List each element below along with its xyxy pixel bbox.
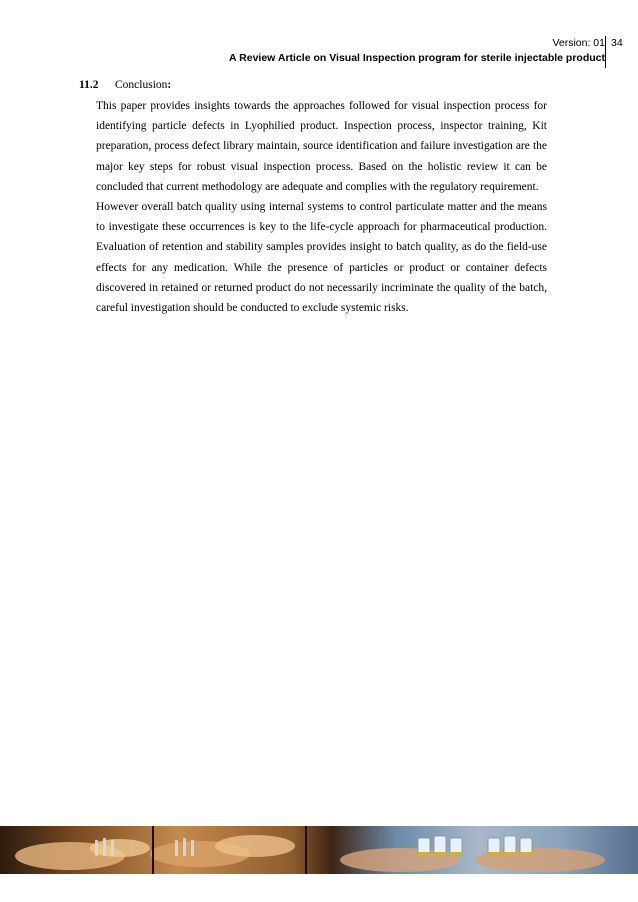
hands-vials-image (0, 826, 638, 874)
header-divider (605, 36, 606, 68)
section-heading (79, 77, 171, 93)
paragraph: However overall batch quality using internal systems to control particulate matter and the means to investigate these occurrences is key to the life-cycle approach for pharmaceutical production. Evaluation of retention and stability samples provides insight to batch quality, as do the field-use effects for any medication. While the presence of particles or product or container defects discovered in retained or returned product do not necessarily incriminate the quality of the batch, careful investigation should be conducted to exclude systemic risks. (96, 201, 547, 315)
paragraph: This paper provides insights towards the approaches followed for visual inspection process for identifying particle defects in Lyophilied product. Inspection process, inspector training, Kit preparation, process defect library maintain, source identification and failure investigation are the major key steps for robust visual inspection process. Based on the holistic review it can be concluded that current methodology are adequate and complies with the regulatory requirement. (96, 100, 547, 193)
section-colon: : (167, 79, 172, 91)
body-text (96, 96, 547, 318)
page-header (229, 36, 605, 65)
page-number: 34 (611, 37, 623, 49)
section-title: Conclusion (115, 79, 168, 91)
document-title: A Review Article on Visual Inspection program for sterile injectable product (229, 52, 605, 64)
version-label: Version: 01 (552, 37, 605, 49)
banner-divider (152, 826, 154, 874)
banner-divider (305, 826, 307, 874)
section-number: 11.2 (79, 79, 99, 91)
footer-banner-image (0, 826, 638, 874)
